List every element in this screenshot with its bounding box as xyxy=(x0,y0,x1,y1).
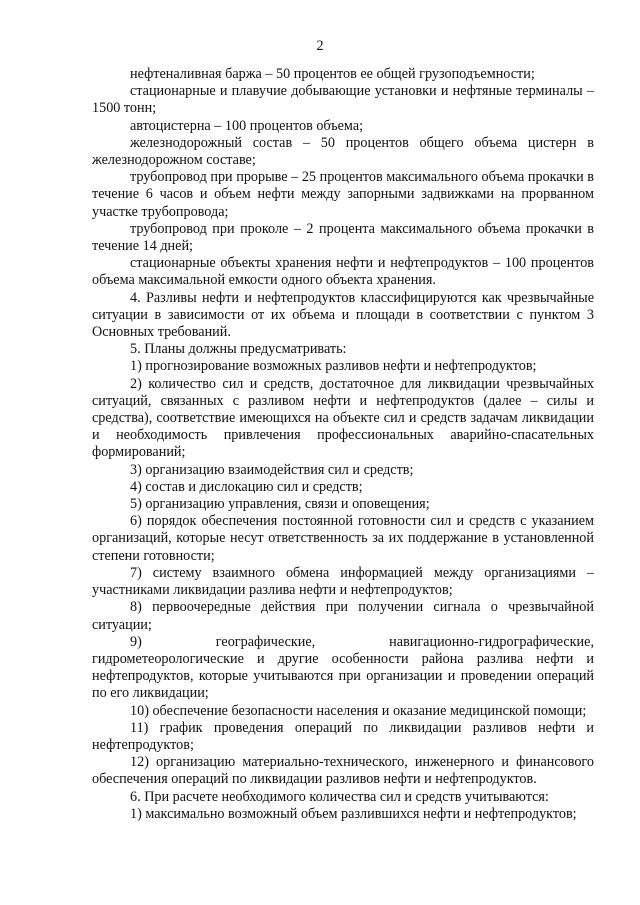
paragraph: трубопровод при проколе – 2 процента максимального объема прокачки в течение 14 дней; xyxy=(92,220,594,255)
paragraph: нефтеналивная баржа – 50 процентов ее общей грузоподъемности; xyxy=(130,66,535,82)
document-body xyxy=(92,66,594,823)
paragraph: 6) порядок обеспечения постоянной готовности сил и средств с указанием организаций, которые несут ответственность за их поддержание в установленной степени готовности; xyxy=(92,513,594,564)
paragraph: 5. Планы должны предусматривать: xyxy=(130,341,347,358)
paragraph: железнодорожный состав – 50 процентов общего объема цистерн в железнодорожном составе; xyxy=(92,134,594,169)
paragraph: 3) организацию взаимодействия сил и средств; xyxy=(130,461,414,478)
paragraph: 8) первоочередные действия при получении сигнала о чрезвычайной ситуации; xyxy=(92,599,594,633)
paragraph: стационарные объекты хранения нефти и нефтепродуктов – 100 процентов объема максимальной емкости одного объекта хранения. xyxy=(92,255,594,289)
paragraph: 1) прогнозирование возможных разливов нефти и нефтепродуктов; xyxy=(130,358,537,375)
paragraph: 4. Разливы нефти и нефтепродуктов классифицируются как чрезвычайные ситуации в зависимости от их объема и площади в соответствии с пунктом 3 Основных требований. xyxy=(92,289,594,341)
paragraph: 5) организацию управления, связи и оповещения; xyxy=(130,496,430,513)
paragraph: 12) организацию материально-технического, инженерного и финансового обеспечения операций по ликвидации разливов нефти и нефтепродуктов. xyxy=(92,754,594,788)
paragraph: 7) систему взаимного обмена информацией между организациями – участниками ликвидации разлива нефти и нефтепродуктов; xyxy=(92,564,594,599)
paragraph: автоцистерна – 100 процентов объема; xyxy=(130,117,364,134)
paragraph: 11) график проведения операций по ликвидации разливов нефти и нефтепродуктов; xyxy=(92,719,594,753)
paragraph: 6. При расчете необходимого количества сил и средств учитываются: xyxy=(130,788,549,805)
page-number: 2 xyxy=(316,38,324,54)
paragraph: 4) состав и дислокацию сил и средств; xyxy=(130,478,363,495)
paragraph: 1) максимально возможный объем разлившихся нефти и нефтепродуктов; xyxy=(130,805,577,822)
paragraph: 10) обеспечение безопасности населения и оказание медицинской помощи; xyxy=(130,702,587,719)
paragraph: 9) географические, навигационно-гидрографические, гидрометеорологические и другие особенности района разлива нефти и нефтепродуктов, которые учитываются при организации и проведении операций по его ликвидации; xyxy=(92,633,594,702)
paragraph: трубопровод при прорыве – 25 процентов максимального объема прокачки в течение 6 часов и объем нефти между запорными задвижками на прорванном участке трубопровода; xyxy=(92,169,594,220)
paragraph: стационарные и плавучие добывающие установки и нефтяные терминалы – 1500 тонн; xyxy=(92,83,594,117)
paragraph: 2) количество сил и средств, достаточное для ликвидации чрезвычайных ситуаций, связанных с разливом нефти и нефтепродуктов (далее – силы и средства), соответствие имеющихся на объекте сил и средств задачам ликвидации и необходимость привлечения профессиональных аварийно-спасательных формирований; xyxy=(92,375,594,461)
